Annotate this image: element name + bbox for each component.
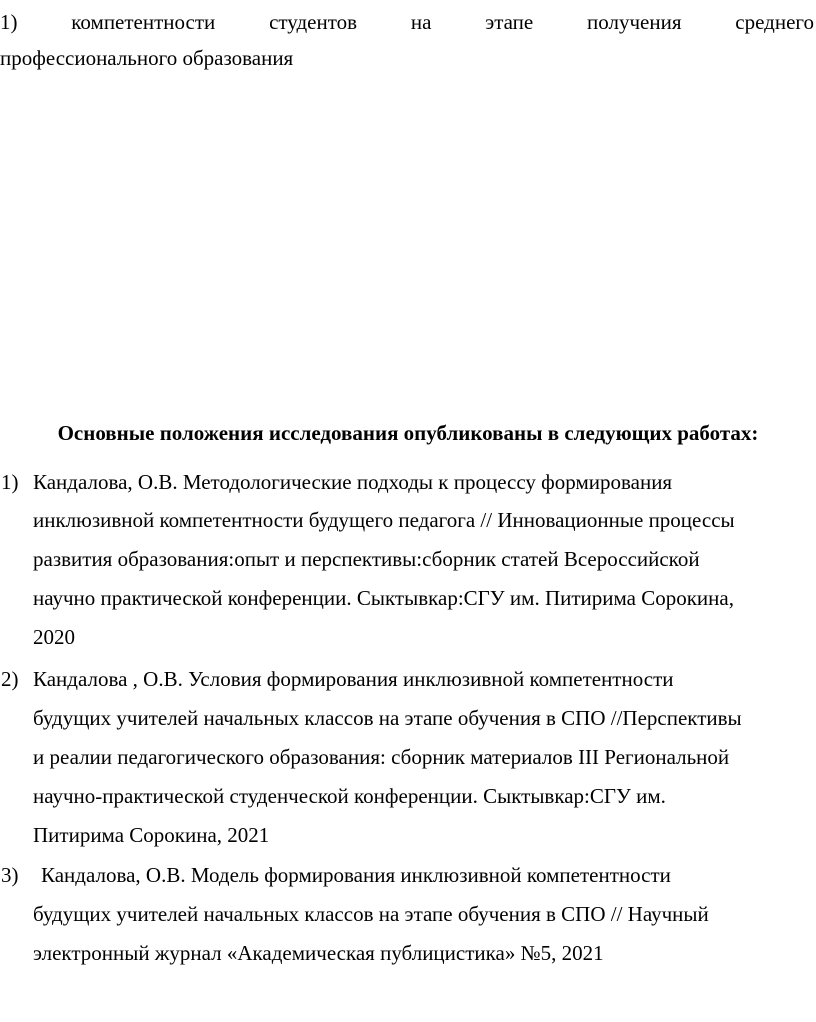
reference-line: будущих учителей начальных классов на этапе обучения в СПО //Перспективы — [33, 706, 742, 730]
reference-number: 3) — [1, 863, 19, 887]
reference-line: развития образования:опыт и перспективы:сборник статей Всероссийской — [33, 547, 700, 571]
reference-line: Кандалова , О.В. Условия формирования инклюзивной компетентности — [33, 667, 674, 691]
intro-line-2: профессионального образования — [0, 46, 294, 70]
publications-heading: Основные положения исследования опубликованы в следующих работах: — [57, 421, 759, 445]
reference-line: Питирима Сорокина, 2021 — [33, 823, 270, 847]
reference-line: научно практической конференции. Сыктывкар:СГУ им. Питирима Сорокина, — [33, 586, 734, 610]
reference-line: и реалии педагогического образования: сборник материалов III Региональной — [33, 745, 730, 769]
reference-line: инклюзивной компетентности будущего педагога // Инновационные процессы — [33, 508, 735, 532]
reference-number: 1) — [1, 470, 19, 494]
reference-line: Кандалова, О.В. Модель формирования инклюзивной компетентности — [41, 863, 671, 887]
intro-line-1: 1) компетентности студентов на этапе получения среднего — [0, 10, 814, 34]
reference-line: 2020 — [33, 625, 75, 649]
reference-line: электронный журнал «Академическая публицистика» №5, 2021 — [33, 941, 604, 965]
reference-number: 2) — [1, 667, 19, 691]
reference-line: Кандалова, О.В. Методологические подходы к процессу формирования — [33, 470, 673, 494]
reference-line: научно-практической студенческой конференции. Сыктывкар:СГУ им. — [33, 784, 666, 808]
reference-line: будущих учителей начальных классов на этапе обучения в СПО // Научный — [33, 902, 709, 926]
